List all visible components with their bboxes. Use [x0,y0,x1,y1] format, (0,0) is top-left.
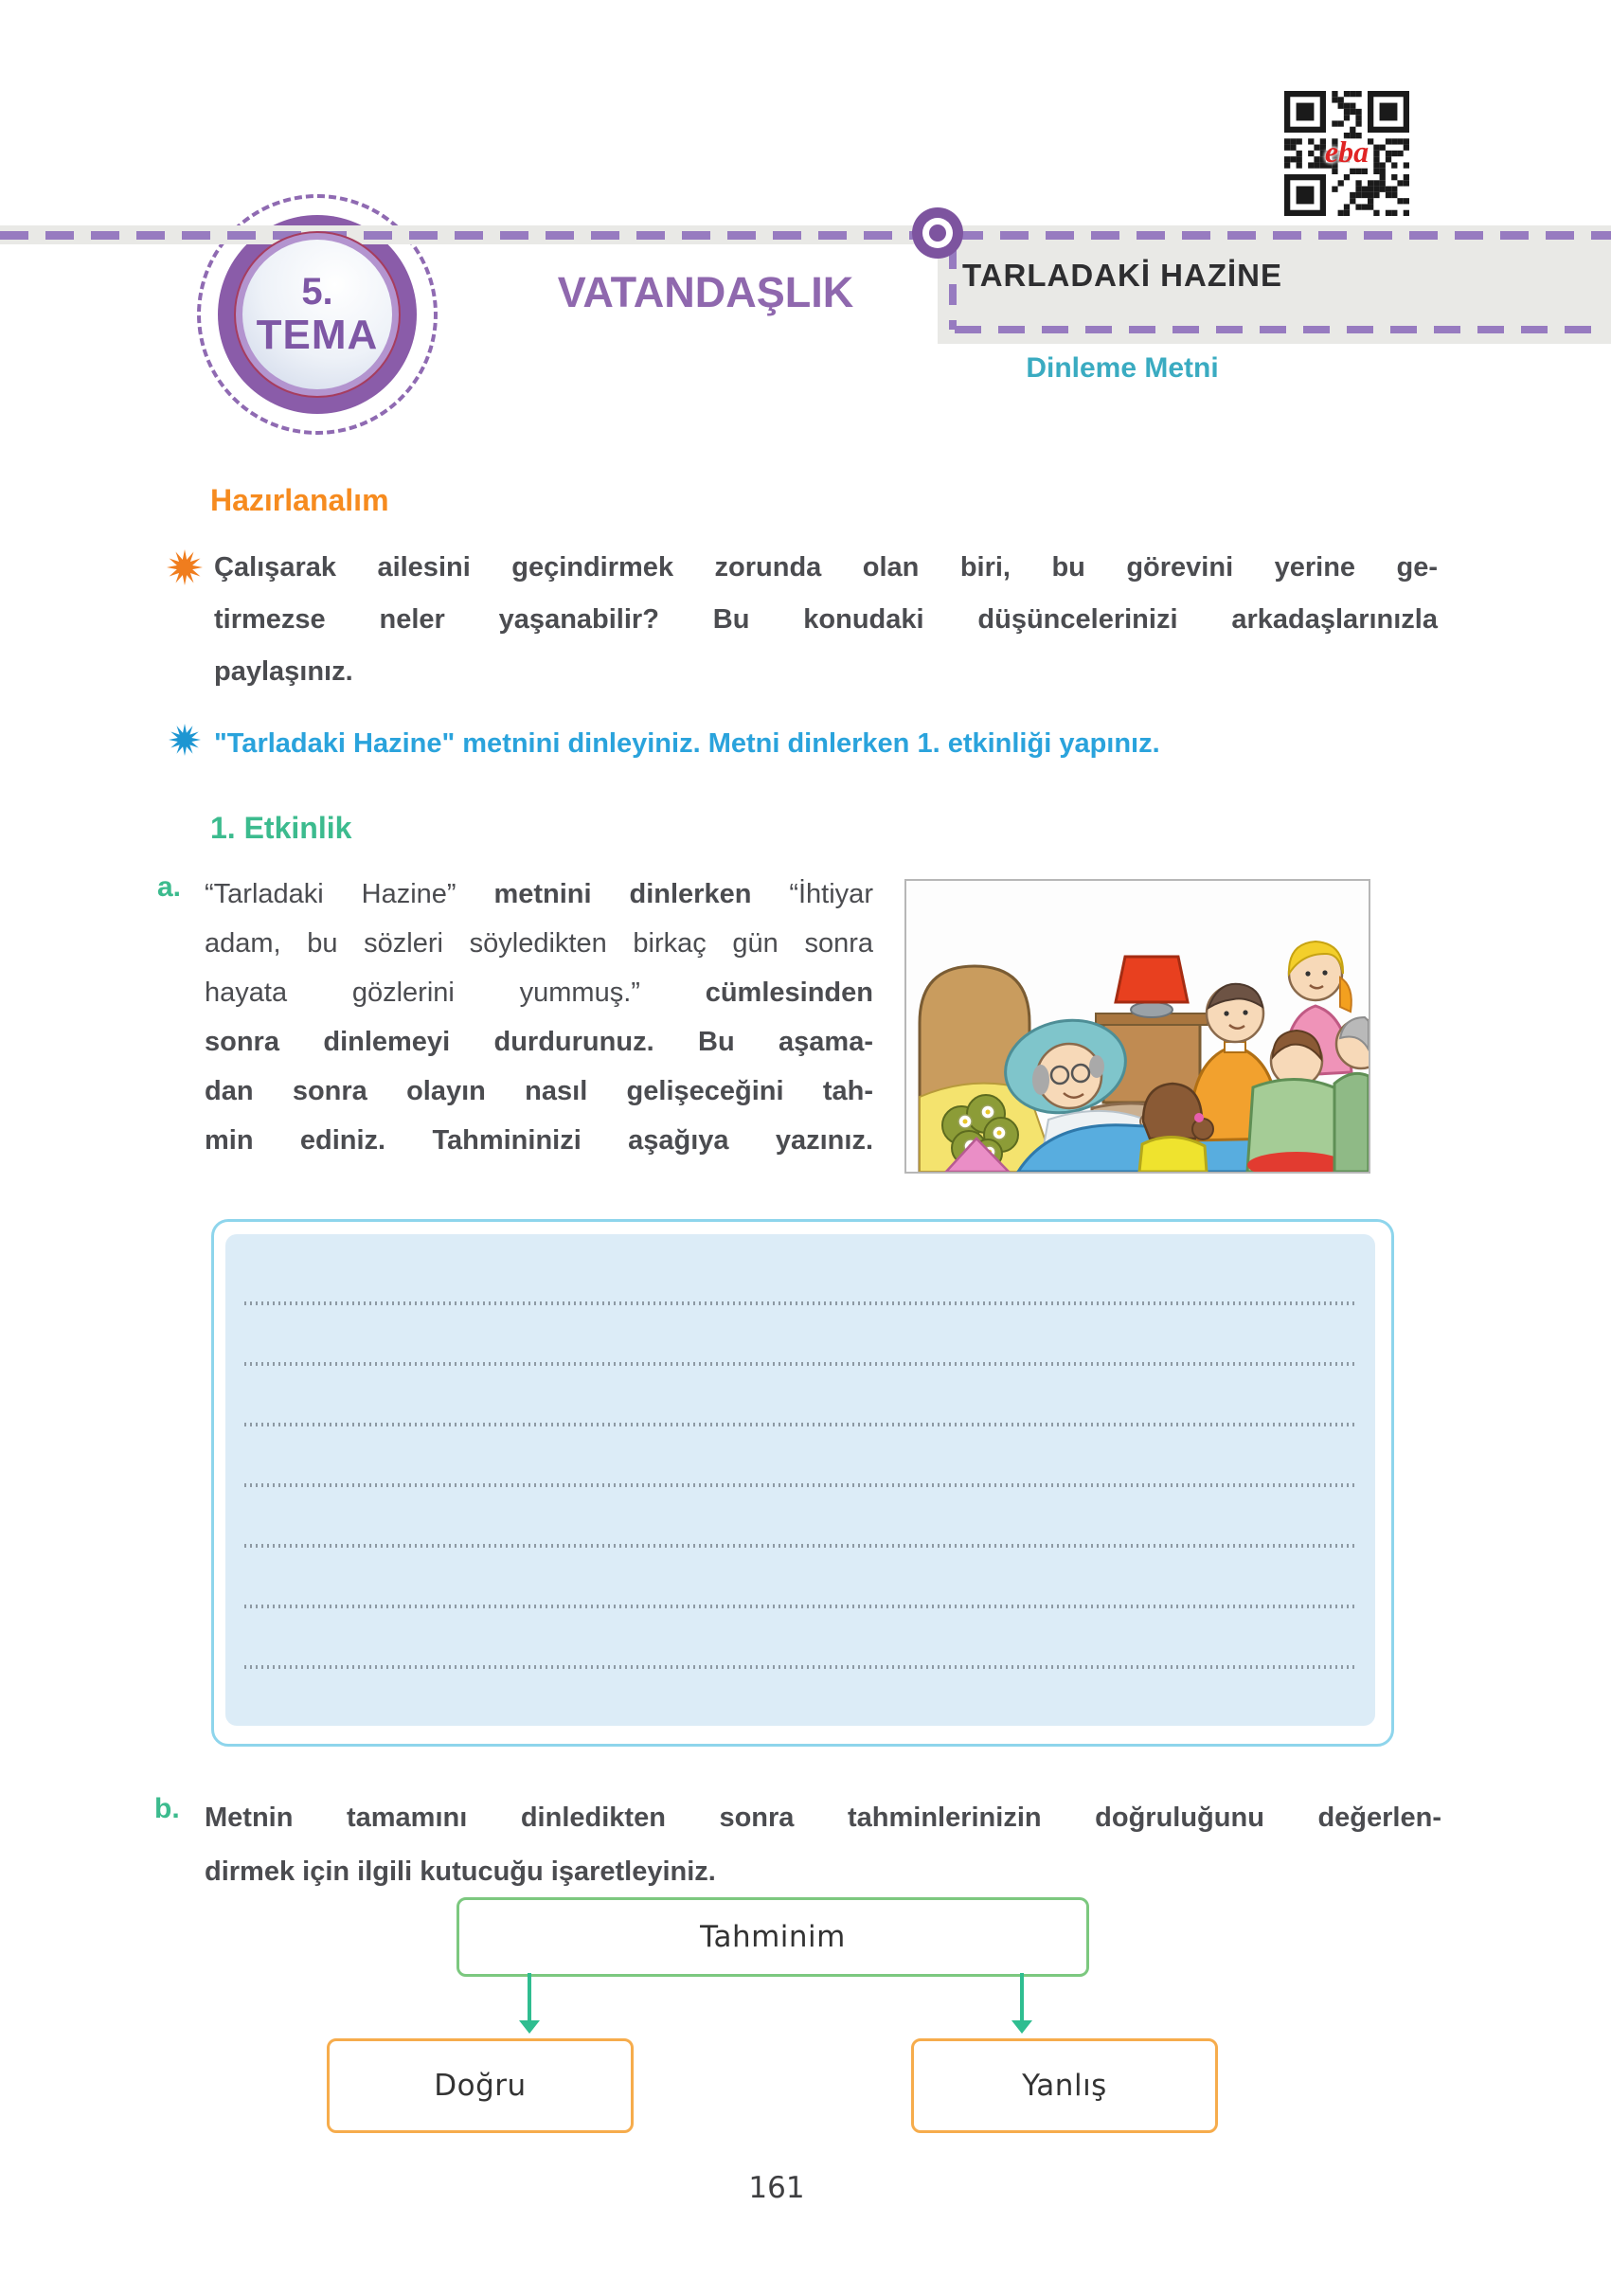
sunburst-icon [167,549,203,585]
text-line: Çalışarak ailesini geçindirmek zorunda olan biri, bu görevini yerine ge- [214,552,1438,583]
text-segment: adam, bu sözleri söyledikten birkaç gün sonra [205,928,873,959]
flowchart-root-box: Tahminim [456,1897,1089,1977]
text-line: Metnin tamamını dinledikten sonra tahminlerinizin doğruluğunu değerlen- [205,1803,1441,1833]
item-a-marker: a. [157,871,182,903]
writing-line[interactable] [244,1665,1358,1669]
text-segment: min ediniz. Tahmininizi aşağıya yazınız. [205,1125,873,1156]
activity-heading: 1. Etkinlik [210,811,352,845]
text-segment: dan sonra olayın nasıl gelişeceğini tah- [205,1076,873,1106]
text-segment: “İhtiyar [789,879,873,909]
item-a-instruction [205,870,873,1165]
writing-line[interactable] [244,1544,1358,1548]
text-segment: sonra dinlemeyi durdurunuz. Bu aşama- [205,1027,873,1057]
item-b-instruction [205,1791,1441,1899]
page-number: 161 [748,2171,805,2205]
answer-writing-area[interactable] [225,1234,1375,1726]
item-b-marker: b. [154,1793,180,1824]
preparation-heading: Hazırlanalım [210,483,389,517]
text-title: TARLADAKİ HAZİNE [961,258,1283,293]
subject-title: VATANDAŞLIK [557,268,854,316]
bullseye-marker-icon [911,206,964,260]
theme-badge [242,240,392,389]
text-line [205,1017,873,1067]
writing-line[interactable] [244,1301,1358,1305]
preparation-question [214,542,1438,698]
theme-number: 5. [301,271,333,313]
text-line: paylaşınız. [214,656,353,687]
sunburst-icon [169,724,201,756]
text-segment: cümlesinden [705,978,873,1008]
option-box-yanlis[interactable]: Yanlış [911,2038,1218,2133]
writing-line[interactable] [244,1483,1358,1487]
text-type-label: Dinleme Metni [1026,352,1219,384]
eba-logo: eba [1324,135,1369,169]
text-segment: metnini dinlerken [493,879,790,909]
text-line [205,870,873,919]
arrow-down-icon [1011,1973,1032,2039]
top-dashed-rule [0,231,1611,240]
writing-line[interactable] [244,1423,1358,1426]
bedside-family-scene [906,881,1369,1172]
text-line [205,919,873,968]
text-line [205,968,873,1017]
text-segment: hayata gözlerini yummuş.” [205,978,706,1008]
text-segment: “Tarladaki Hazine” [205,879,494,909]
text-line [205,1116,873,1165]
text-line [205,1067,873,1116]
theme-label: TEMA [256,312,379,358]
story-illustration [904,879,1370,1174]
option-box-dogru[interactable]: Doğru [327,2038,634,2133]
title-panel-dashed-bottom-border [955,326,1599,333]
writing-line[interactable] [244,1605,1358,1608]
writing-line[interactable] [244,1362,1358,1366]
qr-code [1284,91,1409,216]
text-line: tirmezse neler yaşanabilir? Bu konudaki düşüncelerinizi arkadaşlarınızla [214,604,1438,635]
text-line: dirmek için ilgili kutucuğu işaretleyiniz. [205,1857,716,1887]
listening-instruction: "Tarladaki Hazine" metnini dinleyiniz. Metni dinlerken 1. etkinliği yapınız. [214,728,1160,759]
arrow-down-icon [519,1973,540,2039]
